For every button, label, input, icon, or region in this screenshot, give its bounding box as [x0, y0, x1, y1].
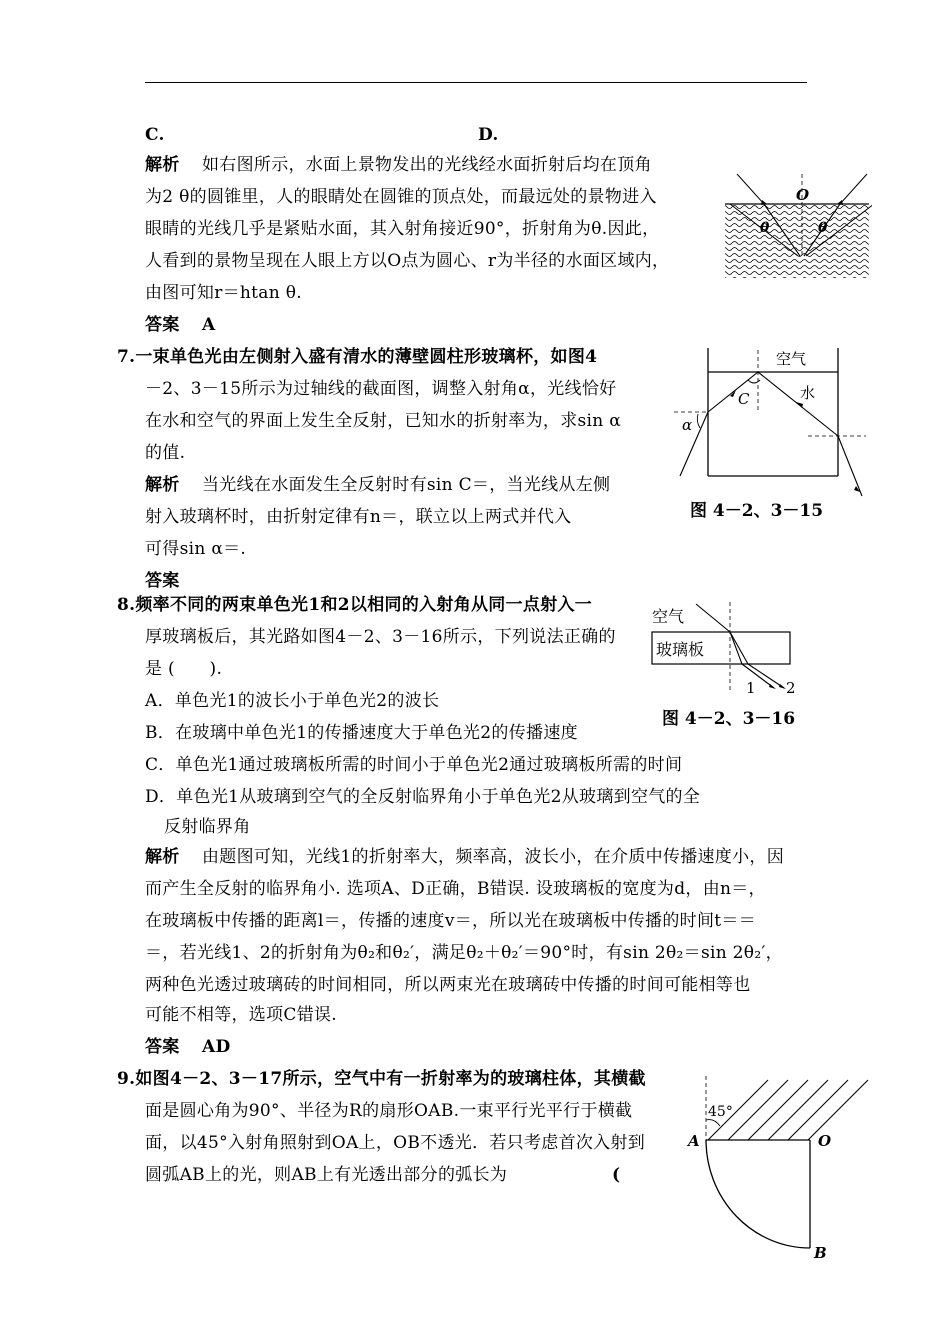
- q9-question-line: 9.如图4－2、3－17所示，空气中有一折射率为的玻璃柱体，其横截: [117, 1069, 646, 1089]
- q9-answer-paren: (: [612, 1165, 621, 1185]
- q8-question-line: 是 ( ).: [145, 659, 223, 679]
- q6-answer-label: 答案: [145, 315, 180, 335]
- q7-glass-cup-figure: [670, 344, 870, 504]
- q7-analysis-line: 当光线在水面发生全反射时有sin C＝，当光线从左侧: [202, 475, 611, 495]
- q8-analysis-line: 可能不相等，选项C错误.: [145, 1005, 338, 1025]
- q8-answer: AD: [202, 1037, 231, 1057]
- q7-figure-caption: 图 4－2、3－15: [690, 501, 824, 521]
- q9-label-a: A: [688, 1132, 700, 1150]
- q6-analysis-label: 解析: [145, 155, 180, 175]
- q8-label-air: 空气: [652, 607, 685, 626]
- q8-analysis-line: 而产生全反射的临界角小. 选项A、D正确，B错误. 设玻璃板的宽度为d，由n＝，: [145, 879, 766, 899]
- q6-analysis-line: 如右图所示，水面上景物发出的光线经水面折射后均在顶角: [202, 155, 652, 175]
- q6-label-o: O: [796, 186, 810, 204]
- q8-analysis-line: 由题图可知，光线1的折射率大，频率高，波长小，在介质中传播速度小，因: [202, 847, 785, 867]
- q6-option-c: C.: [145, 125, 165, 145]
- q7-question-line: 的值.: [145, 443, 186, 463]
- q8-label-ray1: 1: [746, 679, 756, 696]
- q6-water-cone-figure: [722, 168, 872, 280]
- q7-analysis-line: 可得sin α＝.: [145, 539, 247, 559]
- header-rule: [145, 82, 807, 83]
- q9-question-line: 面，以45°入射角照射到OA上，OB不透光．若只考虑首次入射到: [145, 1133, 646, 1153]
- q6-label-theta-right: θ: [818, 220, 828, 236]
- q9-question-line: 圆弧AB上的光，则AB上有光透出部分的弧长为: [145, 1165, 508, 1185]
- q6-analysis-line: 眼睛的光线几乎是紧贴水面，其入射角接近90°，折射角为θ.因此，: [145, 219, 660, 239]
- q8-question-line: 8.频率不同的两束单色光1和2以相同的入射角从同一点射入一: [117, 595, 593, 615]
- q8-glass-plate-figure: [646, 598, 796, 696]
- q8-option-a: A．单色光1的波长小于单色光2的波长: [145, 691, 440, 711]
- q7-label-c: C: [738, 390, 750, 408]
- q6-option-d: D.: [478, 125, 499, 145]
- q7-label-air: 空气: [776, 350, 807, 368]
- q8-analysis-label: 解析: [145, 847, 180, 867]
- q8-option-d-cont: 反射临界角: [164, 817, 251, 837]
- q9-sector-figure: [680, 1072, 876, 1262]
- q6-label-theta-left: θ: [760, 220, 770, 236]
- q7-analysis-line: 射入玻璃杯时，由折射定律有n＝，联立以上两式并代入: [145, 507, 572, 527]
- q8-label-glass: 玻璃板: [656, 640, 705, 659]
- q7-label-water: 水: [800, 384, 816, 402]
- q7-question-line: 在水和空气的界面上发生全反射，已知水的折射率为，求sin α: [145, 411, 621, 431]
- q8-analysis-line: ＝，若光线1、2的折射角为θ₂和θ₂′，满足θ₂＋θ₂′＝90°时，有sin 2θ₂＝sin 2θ₂′，: [145, 943, 783, 963]
- q9-label-angle: 45°: [708, 1104, 733, 1120]
- q7-question-line: 7.一束单色光由左侧射入盛有清水的薄壁圆柱形玻璃杯，如图4: [117, 347, 598, 367]
- q8-label-ray2: 2: [786, 679, 796, 696]
- q6-analysis-line: 由图可知r＝htan θ.: [145, 283, 302, 303]
- q6-analysis-line: 人看到的景物呈现在人眼上方以O点为圆心、r为半径的水面区域内，: [145, 251, 670, 271]
- q7-question-line: －2、3－15所示为过轴线的截面图，调整入射角α，光线恰好: [145, 379, 617, 399]
- q8-option-c: C．单色光1通过玻璃板所需的时间小于单色光2通过玻璃板所需的时间: [145, 755, 683, 775]
- q6-analysis-line: 为2 θ的圆锥里，人的眼睛处在圆锥的顶点处，而最远处的景物进入: [145, 187, 657, 207]
- q9-label-b: B: [814, 1244, 827, 1262]
- q8-option-d: D．单色光1从玻璃到空气的全反射临界角小于单色光2从玻璃到空气的全: [145, 787, 701, 807]
- q6-answer: A: [202, 315, 216, 335]
- q8-question-line: 厚玻璃板后，其光路如图4－2、3－16所示，下列说法正确的: [145, 627, 616, 647]
- q7-label-alpha: α: [682, 416, 693, 434]
- q9-label-o: O: [818, 1132, 832, 1150]
- q8-analysis-line: 两种色光透过玻璃砖的时间相同，所以两束光在玻璃砖中传播的时间可能相等也: [145, 975, 751, 995]
- q8-answer-label: 答案: [145, 1037, 180, 1057]
- q8-figure-caption: 图 4－2、3－16: [662, 709, 796, 729]
- q7-answer-label: 答案: [145, 571, 180, 591]
- q8-option-b: B．在玻璃中单色光1的传播速度大于单色光2的传播速度: [145, 723, 578, 743]
- q9-question-line: 面是圆心角为90°、半径为R的扇形OAB.一束平行光平行于横截: [145, 1101, 633, 1121]
- q7-analysis-label: 解析: [145, 475, 180, 495]
- q8-analysis-line: 在玻璃板中传播的距离l＝，传播的速度v＝，所以光在玻璃板中传播的时间t＝＝: [145, 911, 756, 931]
